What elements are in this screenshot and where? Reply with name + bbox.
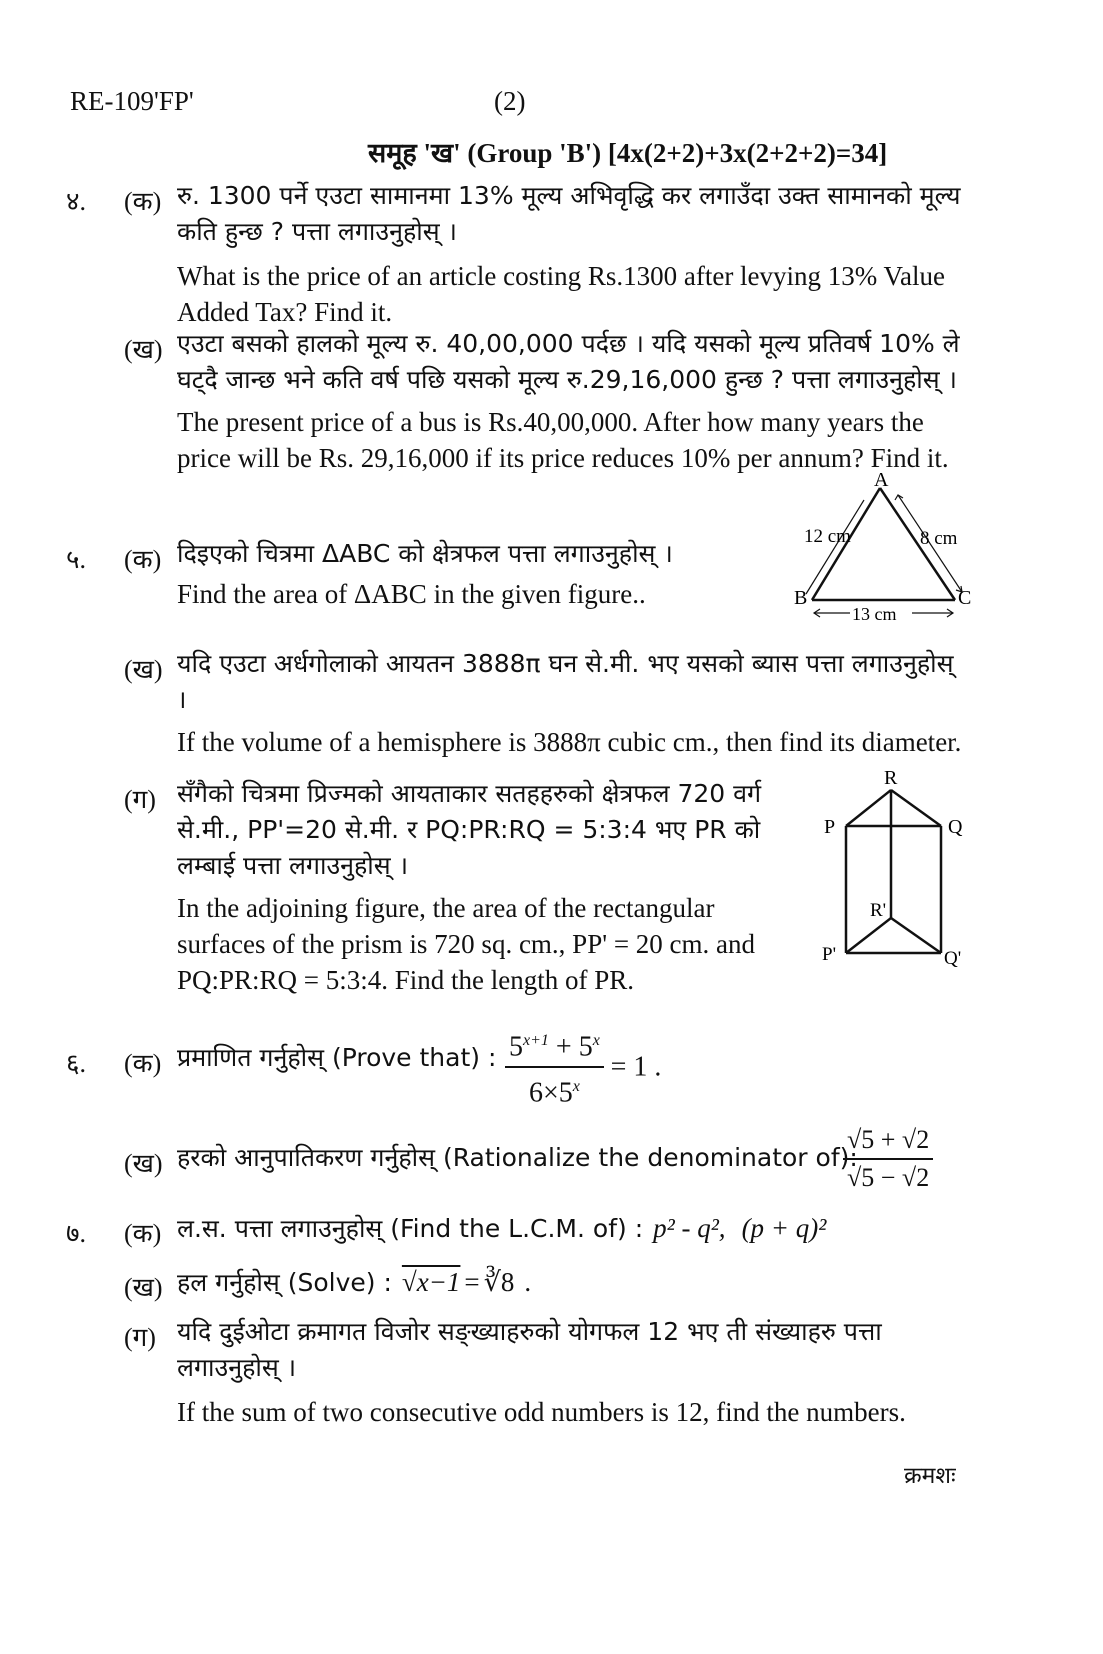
q6a-fraction (505, 1022, 604, 1113)
q5b-text (177, 646, 967, 760)
continued-marker: क्रमशः (904, 1463, 956, 1489)
q6a-numerator (505, 1022, 604, 1068)
q4a-label: (क) (124, 187, 162, 216)
q4a-english: What is the price of an article costing Rs.1300 after levying 13% Value Added Tax? Find it. (177, 261, 946, 327)
q6b-fraction (843, 1122, 933, 1196)
q5b-label: (ख) (124, 655, 163, 684)
prism-figure (816, 768, 976, 978)
vertex-p2: P' (822, 944, 836, 965)
vertex-p: P (824, 816, 836, 838)
vertex-b: B (794, 587, 808, 609)
edge-r2q2 (891, 918, 941, 953)
q7c-text (177, 1314, 967, 1430)
q7a-label: (क) (124, 1219, 162, 1248)
vertex-c: C (958, 587, 972, 609)
triangle-figure (790, 470, 990, 625)
q7a-text: ल.स. पत्ता लगाउनुहोस् (Find the L.C.M. of) : (177, 1214, 644, 1243)
q4b-text (177, 326, 967, 476)
vertex-q2: Q' (944, 948, 962, 969)
q6a-den-exp: x (572, 1078, 580, 1096)
edge-rp (846, 790, 891, 826)
paper-code: RE-109'FP' (70, 86, 194, 116)
question-number-6: ६. (66, 1049, 87, 1078)
label-ac: 8 cm (920, 528, 958, 549)
edge-rq (891, 790, 941, 826)
q5b-nepali: यदि एउटा अर्धगोलाको आयतन 3888π घन से.मी. भए यसको ब्यास पत्ता लगाउनुहोस् । (177, 649, 954, 714)
q6b-denominator: √5 − √2 (847, 1163, 930, 1192)
q5c-label: (ग) (124, 785, 156, 814)
q6a-text: प्रमाणित गर्नुहोस् (Prove that) : (177, 1043, 497, 1072)
q7a-expr2: (p + q)² (741, 1213, 827, 1243)
question-number-5: ५. (66, 545, 87, 574)
q7b-lhs: √x−1 (401, 1267, 461, 1297)
q6a-rhs: = 1 . (610, 1051, 662, 1083)
question-number-4: ४. (66, 187, 87, 216)
q6a-num-exp2: x (592, 1032, 600, 1049)
q7c-label: (ग) (124, 1323, 156, 1352)
q6b-numerator: √5 + √2 (843, 1122, 933, 1160)
q7b-eq: = (464, 1267, 480, 1297)
vertex-r: R (884, 768, 898, 789)
vertex-a: A (874, 470, 889, 491)
q7c-nepali: यदि दुईओटा क्रमागत विजोर सङ्ख्याहरुको योगफल 12 भए ती संख्याहरु पत्ता लगाउनुहोस् । (177, 1317, 882, 1382)
q4a-text (177, 178, 967, 330)
q5b-english: If the volume of a hemisphere is 3888π cubic cm., then find its diameter. (177, 727, 962, 757)
q6a-num-base1: 5 (509, 1031, 523, 1063)
label-bc: 13 cm (852, 604, 897, 624)
q4b-nepali: एउटा बसको हालको मूल्य रु. 40,00,000 पर्दछ । यदि यसको मूल्य प्रतिवर्ष 10% ले घट्दै जान्छ भने कति वर्ष पछि यसको मूल्य रु.29,16,000 हुन्छ ? पत्ता लगाउनुहोस् । (177, 329, 960, 394)
q6a-num-exp1: x+1 (523, 1032, 549, 1049)
q6a-prompt (177, 1040, 496, 1076)
q5a-text (177, 536, 777, 612)
group-title: समूह 'ख' (Group 'B') [4x(2+2)+3x(2+2+2)=34] (368, 138, 888, 168)
q5a-english: Find the area of ΔABC in the given figure.. (177, 579, 646, 609)
q6a-num-plus: + (555, 1031, 572, 1063)
page-number: (2) (494, 86, 526, 116)
q7c-english: If the sum of two consecutive odd numbers is 12, find the numbers. (177, 1397, 906, 1427)
vertex-r2: R' (870, 900, 887, 921)
q6b-text: हरको आनुपातिकरण गर्नुहोस् (Rationalize the denominator of): (177, 1143, 858, 1172)
q5c-nepali: सँगैको चित्रमा प्रिज्मको आयताकार सतहहरुको क्षेत्रफल 720 वर्ग से.मी., PP'=20 से.मी. र PQ:PR:RQ = 5:3:4 भए PR को लम्बाई पत्ता लगाउनुहोस् । (177, 779, 762, 880)
q6a-denominator (505, 1068, 604, 1112)
q7a-expr1: p² - q², (653, 1213, 726, 1243)
dim-ab (806, 500, 864, 594)
q7a-line (177, 1210, 826, 1247)
q6b-expression (843, 1122, 933, 1196)
label-ab: 12 cm (804, 526, 851, 547)
q7b-label: (ख) (124, 1273, 163, 1302)
q7b-rhs: ∛8 (483, 1267, 515, 1297)
q6a-label: (क) (124, 1049, 162, 1078)
q6a-expression (505, 1022, 661, 1113)
q5a-nepali: दिइएको चित्रमा ΔABC को क्षेत्रफल पत्ता लगाउनुहोस् । (177, 539, 673, 568)
q6a-den-text: 6×5 (528, 1077, 573, 1109)
q5c-text (177, 776, 791, 998)
q7b-line (177, 1264, 531, 1301)
q4b-label: (ख) (124, 335, 163, 364)
q5c-english: In the adjoining figure, the area of the rectangular surfaces of the prism is 720 sq. cm., PP' = 20 cm. and PQ:PR:RQ = 5:3:4. Find the length of PR. (177, 893, 756, 995)
edge-r2p2 (846, 918, 891, 953)
q6a-num-base2: 5 (578, 1031, 593, 1063)
q4a-nepali: रु. 1300 पर्ने एउटा सामानमा 13% मूल्य अभिवृद्धि कर लगाउँदा उक्त सामानको मूल्य कति हुन्छ ? पत्ता लगाउनुहोस् । (177, 181, 961, 246)
vertex-q: Q (948, 816, 963, 838)
q5a-label: (क) (124, 545, 162, 574)
q6b-label: (ख) (124, 1149, 163, 1178)
q4b-english: The present price of a bus is Rs.40,00,000. After how many years the price will be Rs. 29,16,000 if its price reduces 10% per annum? Find it. (177, 407, 949, 473)
q7b-text: हल गर्नुहोस् (Solve) : (177, 1268, 392, 1297)
q7b-end: . (524, 1267, 532, 1297)
question-number-7: ७. (66, 1219, 87, 1248)
